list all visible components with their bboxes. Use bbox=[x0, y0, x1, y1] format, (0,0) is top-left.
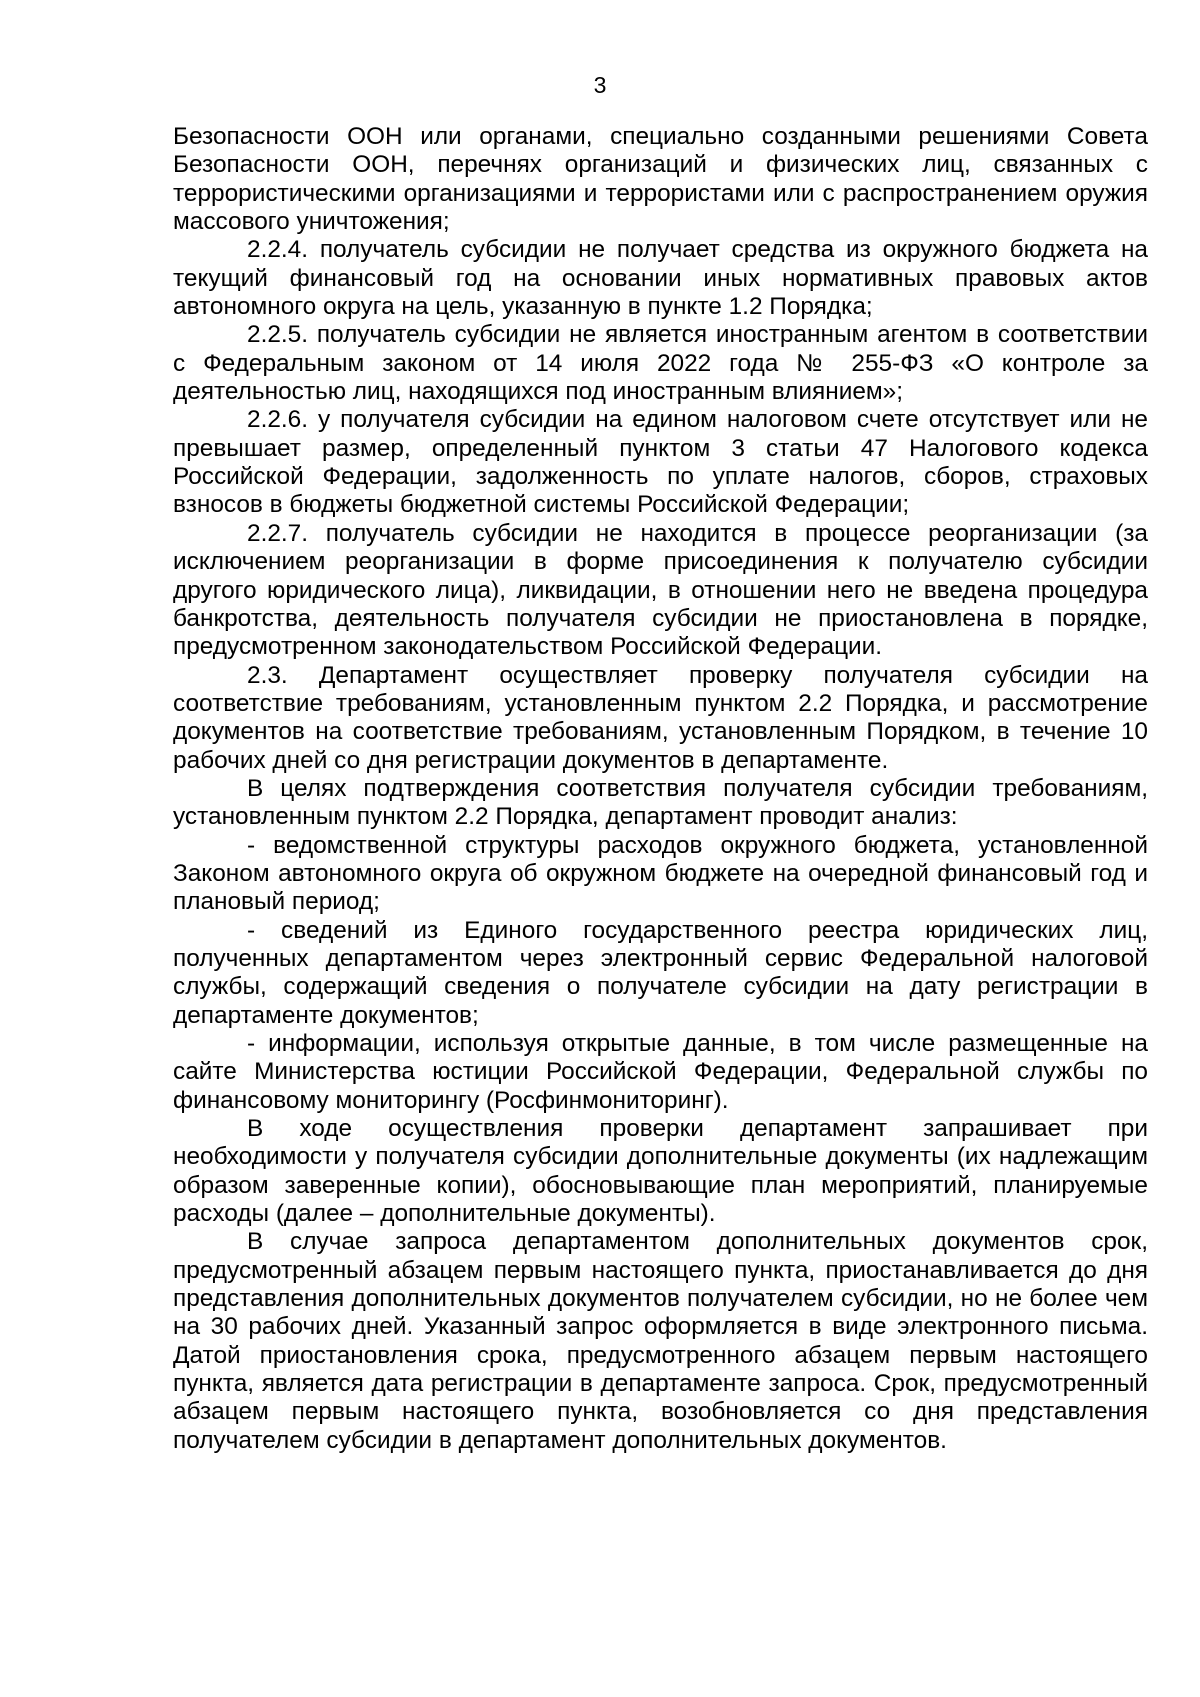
paragraph-2-2-5: 2.2.5. получатель субсидии не является иностранным агентом в соответствии с Федеральным законом от 14 июля 2022 года № 255-ФЗ «О контроле за деятельностью лиц, находящихся под иностранным влиянием»; bbox=[173, 321, 1148, 406]
paragraph-analysis-item-registry: - сведений из Единого государственного реестра юридических лиц, полученных департаментом через электронный сервис Федеральной налоговой службы, содержащий сведения о получателе субсидии на дату регистрации в департаменте документов; bbox=[173, 916, 1148, 1029]
paragraph-continuation: Безопасности ООН или органами, специально созданными решениями Совета Безопасности ООН, перечнях организаций и физических лиц, связанных с террористическими организациями и террористами или с распространением оружия массового уничтожения; bbox=[173, 123, 1148, 236]
page-number: 3 bbox=[593, 72, 607, 98]
paragraph-2-2-6: 2.2.6. у получателя субсидии на едином налоговом счете отсутствует или не превышает размер, определенный пунктом 3 статьи 47 Налогового кодекса Российской Федерации, задолженность по уплате налогов, сборов, страховых взносов в бюджеты бюджетной системы Российской Федерации; bbox=[173, 406, 1148, 519]
paragraph-2-2-4: 2.2.4. получатель субсидии не получает средства из окружного бюджета на текущий финансовый год на основании иных нормативных правовых актов автономного округа на цель, указанную в пункте 1.2 Порядка; bbox=[173, 236, 1148, 321]
document-body bbox=[173, 123, 1148, 1455]
paragraph-analysis-item-open-data: - информации, используя открытые данные, в том числе размещенные на сайте Министерства юстиции Российской Федерации, Федеральной службы по финансовому мониторингу (Росфинмониторинг). bbox=[173, 1030, 1148, 1114]
paragraph-2-3: 2.3. Департамент осуществляет проверку получателя субсидии на соответствие требованиям, установленным пунктом 2.2 Порядка, и рассмотрение документов на соответствие требованиям, установленным Порядком, в течение 10 рабочих дней со дня регистрации документов в департаменте. bbox=[173, 661, 1148, 774]
paragraph-analysis-item-budget: - ведомственной структуры расходов окружного бюджета, установленной Законом автономного округа об окружном бюджете на очередной финансовый год и плановый период; bbox=[173, 831, 1148, 916]
paragraph-term-suspension: В случае запроса департаментом дополнительных документов срок, предусмотренный абзацем первым настоящего пункта, приостанавливается до дня представления дополнительных документов получателем субсидии, но не более чем на 30 рабочих дней. Указанный запрос оформляется в виде электронного письма. Датой приостановления срока, предусмотренного абзацем первым настоящего пункта, является дата регистрации в департаменте запроса. Срок, предусмотренный абзацем первым настоящего пункта, возобновляется со дня представления получателем субсидии в департамент дополнительных документов. bbox=[173, 1228, 1148, 1454]
paragraph-additional-documents: В ходе осуществления проверки департамент запрашивает при необходимости у получателя субсидии дополнительные документы (их надлежащим образом заверенные копии), обосновывающие план мероприятий, планируемые расходы (далее – дополнительные документы). bbox=[173, 1115, 1148, 1228]
paragraph-2-2-7: 2.2.7. получатель субсидии не находится в процессе реорганизации (за исключением реорганизации в форме присоединения к получателю субсидии другого юридического лица), ликвидации, в отношении него не введена процедура банкротства, деятельность получателя субсидии не приостановлена в порядке, предусмотренном законодательством Российской Федерации. bbox=[173, 519, 1148, 661]
paragraph-analysis-intro: В целях подтверждения соответствия получателя субсидии требованиям, установленным пунктом 2.2 Порядка, департамент проводит анализ: bbox=[173, 774, 1148, 831]
